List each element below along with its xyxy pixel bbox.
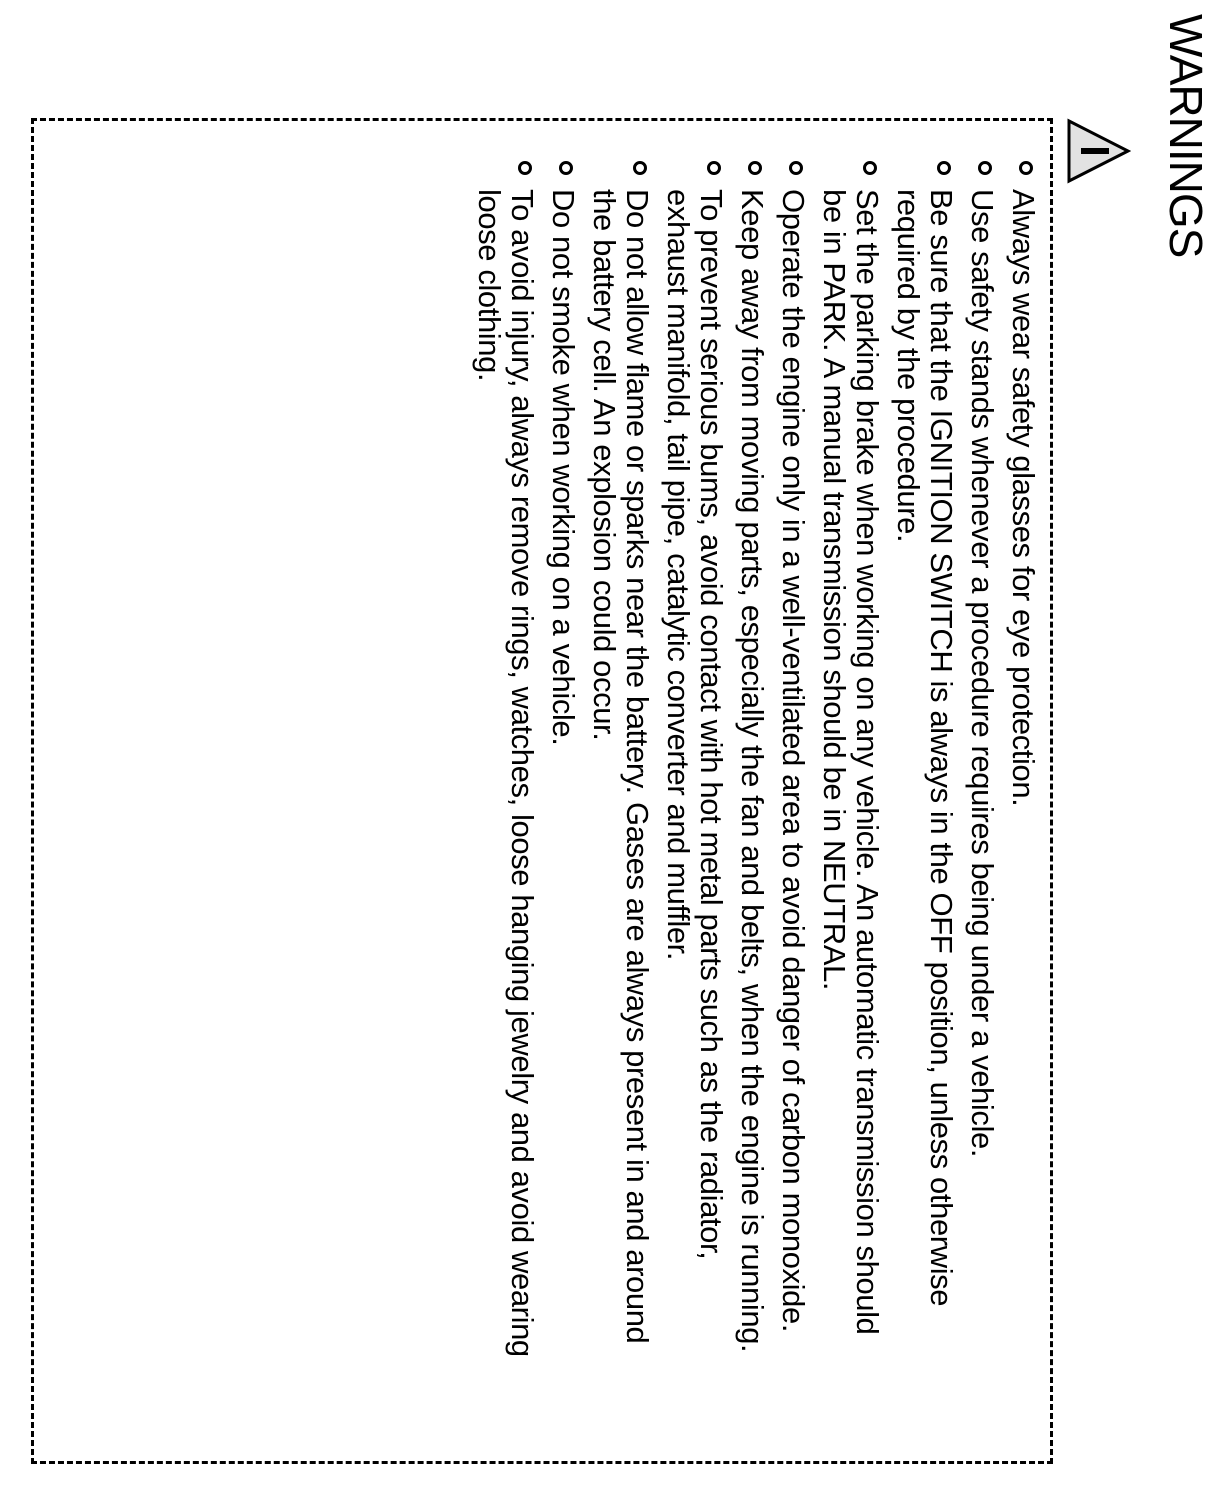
list-item (892, 161, 958, 1361)
bullet-icon (707, 161, 721, 175)
warnings-box (31, 118, 1053, 1464)
warning-text: To avoid injury, always remove rings, watches, loose hanging jewelry and avoid wearing loose clothing. (472, 189, 540, 1357)
list-item (966, 161, 999, 1361)
warning-text: Use safety stands whenever a procedure requires being under a vehicle. (965, 189, 1000, 1158)
warning-text: To prevent serious bums, avoid contact with hot metal parts such as the radiator, exhaust manifold, tail pipe, catalytic converter and muffler. (661, 189, 729, 1260)
bullet-icon (1019, 161, 1033, 175)
warning-text: Always wear safety glasses for eye protection. (1006, 189, 1041, 807)
warning-text: Do not allow flame or sparks near the battery. Gases are always present in and around the battery cell. An explosion could occur. (587, 189, 655, 1344)
bullet-icon (748, 161, 762, 175)
list-item (1007, 161, 1040, 1361)
warning-text: Keep away from moving parts, especially the fan and belts, when the engine is running. (735, 189, 770, 1353)
warning-text: Do not smoke when working on a vehicle. (546, 189, 581, 746)
list-item (736, 161, 769, 1361)
bullet-icon (978, 161, 992, 175)
list-item (818, 161, 884, 1361)
bullet-icon (863, 161, 877, 175)
warning-text: Operate the engine only in a well-ventilated area to avoid danger of carbon monoxide. (776, 189, 811, 1333)
list-item (662, 161, 728, 1361)
list-item (547, 161, 580, 1361)
bullet-icon (937, 161, 951, 175)
warning-triangle-icon (1065, 118, 1131, 184)
warning-text: Be sure that the IGNITION SWITCH is always in the OFF position, unless otherwise required by the procedure. (891, 189, 959, 1307)
page-title: WARNINGS (1160, 14, 1212, 258)
warnings-list (465, 161, 1040, 1361)
warning-text: Set the parking brake when working on any vehicle. An automatic transmission should be in PARK. A manual transmission should be in NEUTRAL. (817, 189, 885, 1335)
bullet-icon (789, 161, 803, 175)
bullet-icon (559, 161, 573, 175)
bullet-icon (518, 161, 532, 175)
list-item (777, 161, 810, 1361)
list-item (473, 161, 539, 1361)
bullet-icon (633, 161, 647, 175)
list-item (588, 161, 654, 1361)
